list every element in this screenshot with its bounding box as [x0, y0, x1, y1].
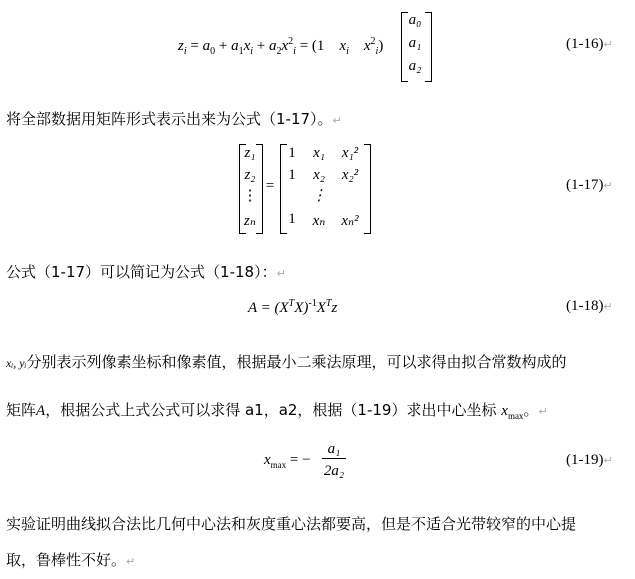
equation-1-16: $z_i = a_0 + a_1x_i + a_2x^2_i = (1$ $x_i$ $x^2_i$): [178, 36, 384, 57]
matrix-cell: xₙ: [312, 213, 326, 229]
equation-label: (1-17)↵: [566, 177, 613, 193]
fraction-numerator: a₁: [322, 441, 346, 459]
paragraph: 取，鲁棒性不好。↵: [6, 551, 136, 569]
paragraph: xᵢ, yᵢ分别表示列像素坐标和像素值，根据最小二乘法原理，可以求得由拟合常数构成的: [6, 353, 567, 371]
equation-1-19: $x_{max}$ = −: [264, 452, 311, 470]
equation-1-18: $A = (X^TX)^{-1}X^Tz$: [248, 298, 338, 316]
matrix-cell: 1: [288, 211, 296, 227]
matrix-cell: x₁: [313, 145, 325, 161]
matrix-cell: 1: [288, 167, 296, 183]
matrix-cell: x₁²: [341, 145, 359, 161]
equation-label: (1-18)↵: [566, 298, 613, 314]
fraction-denominator: 2a₂: [323, 463, 345, 479]
paragraph: 矩阵A，根据公式上式公式可以求得 a1，a2，根据（1-19）求出中心坐标 $x_{max}$。↵: [6, 401, 548, 421]
paragraph: 将全部数据用矩阵形式表示出来为公式（1-17）。↵: [6, 110, 342, 128]
matrix-cell: ⋮: [311, 188, 327, 204]
matrix-cell: x₂: [313, 167, 325, 183]
equation-label: (1-19)↵: [566, 452, 613, 468]
matrix-cell: xₙ²: [341, 213, 359, 229]
paragraph: 实验证明曲线拟合法比几何中心法和灰度重心法都要高，但是不适合光带较窄的中心提: [6, 515, 577, 533]
equation-label: (1-16)↵: [566, 36, 613, 52]
matrix-cell: x₂²: [341, 167, 359, 183]
bracket-right: [364, 144, 371, 234]
bracket-right: [425, 12, 432, 82]
matrix-cell: 1: [288, 145, 296, 161]
paragraph: 公式（1-17）可以简记为公式（1-18）：↵: [6, 263, 286, 281]
